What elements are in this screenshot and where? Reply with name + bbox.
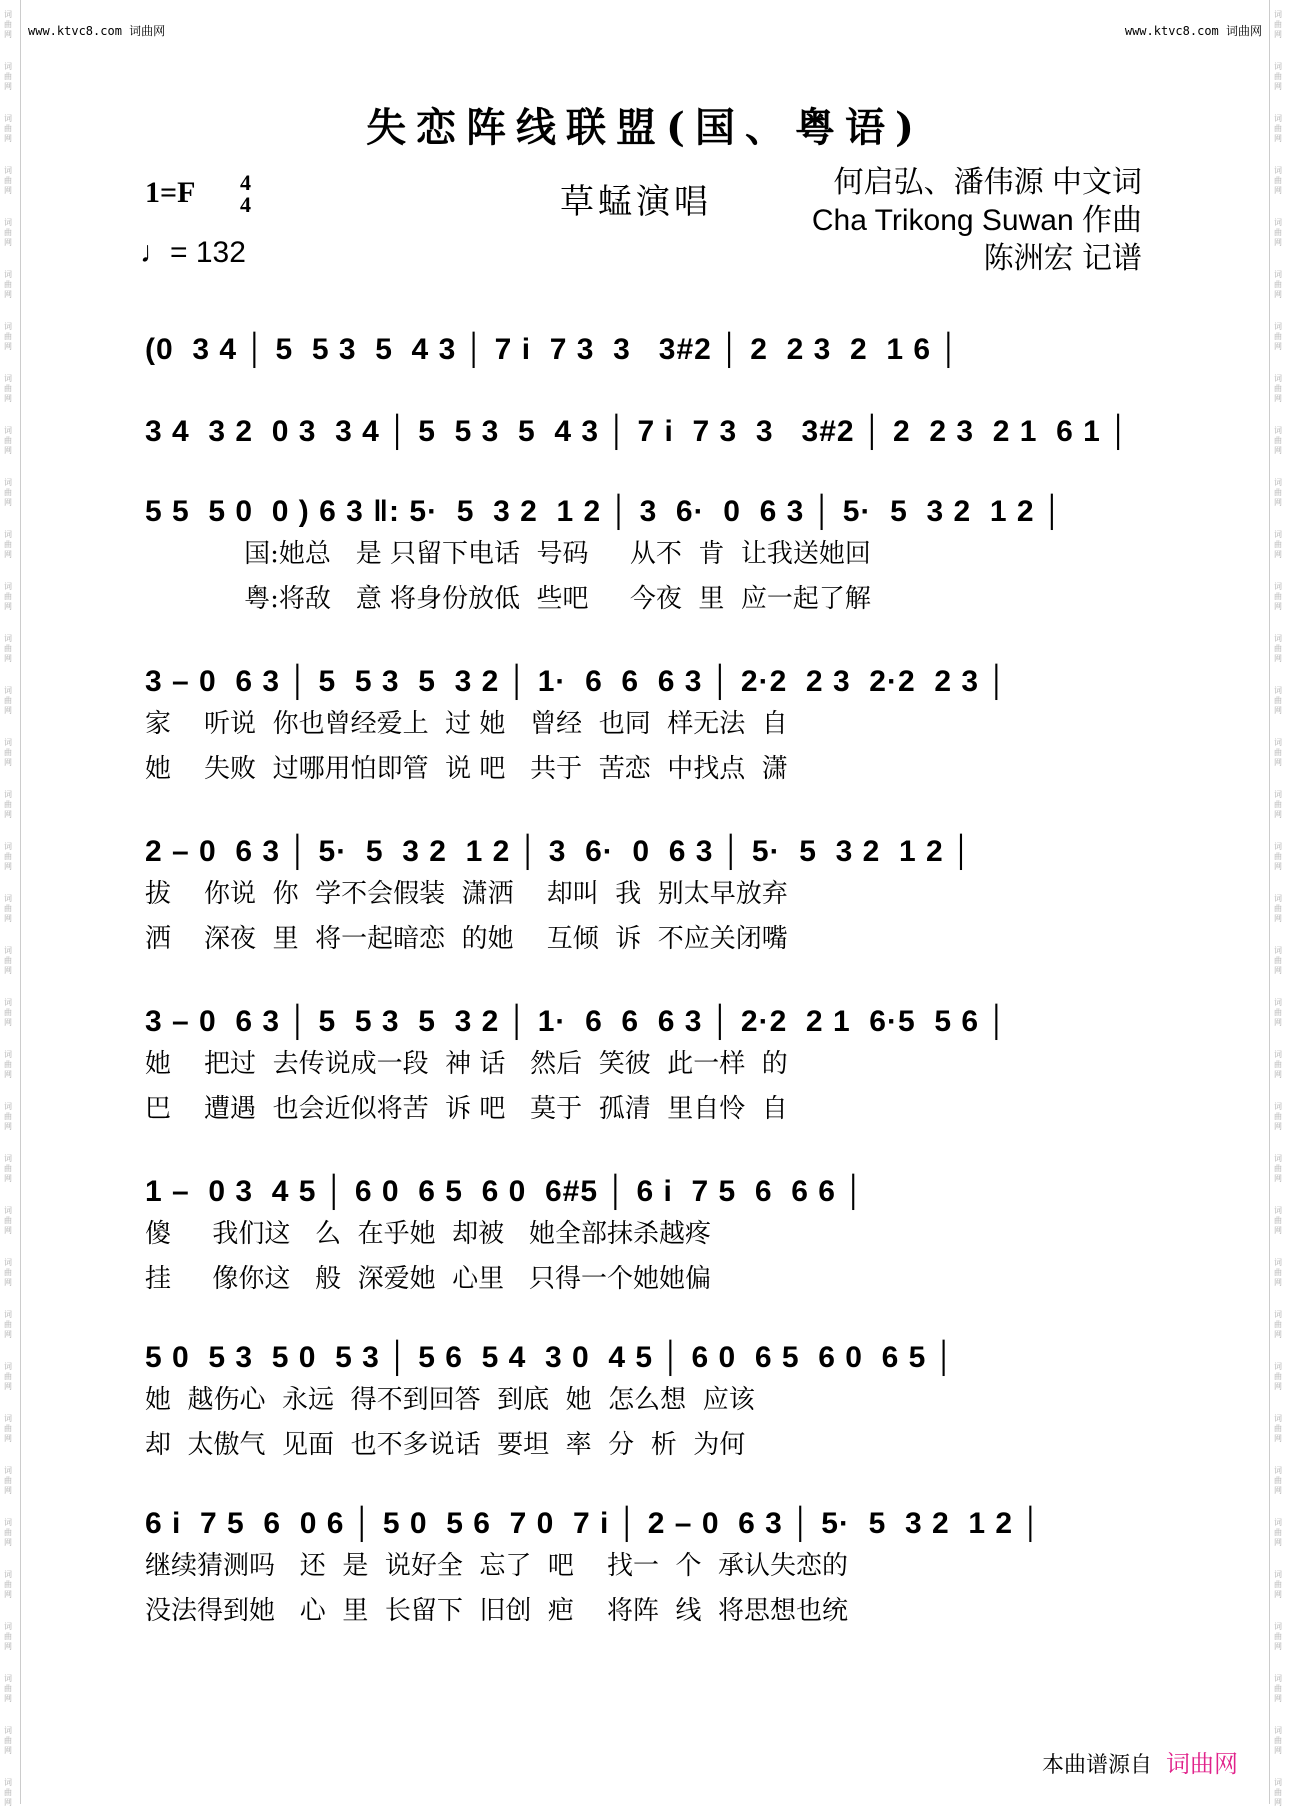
side-watermark-glyph: 曲	[4, 1008, 12, 1017]
side-watermark-glyph: 网	[1274, 1486, 1282, 1495]
notation-line: 3 – 0 6 3 │ 5 5 3 5 3 2 │ 1· 6 6 6 3 │ 2·2 2 1 6·5 5 6 │	[145, 1005, 1009, 1038]
side-watermark-glyph: 词	[4, 1674, 12, 1683]
side-watermark-glyph: 词	[1274, 582, 1282, 591]
side-watermark-glyph: 词	[4, 946, 12, 955]
side-watermark-glyph: 曲	[4, 176, 12, 185]
side-watermark-glyph: 网	[1274, 810, 1282, 819]
side-watermark-glyph: 词	[1274, 790, 1282, 799]
side-watermark-glyph: 曲	[1274, 1060, 1282, 1069]
side-watermark-glyph: 词	[4, 166, 12, 175]
side-watermark-glyph: 词	[4, 1622, 12, 1631]
side-watermark-glyph: 曲	[1274, 1632, 1282, 1641]
side-watermark-glyph: 词	[1274, 62, 1282, 71]
side-watermark-glyph: 曲	[4, 1632, 12, 1641]
notation-line: 5 0 5 3 5 0 5 3 │ 5 6 5 4 3 0 4 5 │ 6 0 6 5 6 0 6 5 │	[145, 1341, 956, 1374]
side-watermark-glyph: 网	[4, 1018, 12, 1027]
side-watermark-glyph: 词	[1274, 1154, 1282, 1163]
side-watermark-glyph: 网	[4, 1174, 12, 1183]
side-watermark-glyph: 网	[1274, 30, 1282, 39]
side-watermark-glyph: 词	[1274, 1050, 1282, 1059]
side-watermark-glyph: 网	[1274, 966, 1282, 975]
lyricist-credit: 何启弘、潘伟源 中文词	[833, 166, 1142, 199]
side-watermark-glyph: 网	[1274, 1122, 1282, 1131]
side-watermark-glyph: 曲	[1274, 332, 1282, 341]
side-watermark-glyph: 曲	[1274, 1372, 1282, 1381]
side-watermark-glyph: 曲	[1274, 436, 1282, 445]
side-watermark-glyph: 词	[1274, 218, 1282, 227]
side-watermark-glyph: 网	[4, 498, 12, 507]
side-watermark-glyph: 网	[4, 1746, 12, 1755]
side-watermark-glyph: 曲	[4, 1164, 12, 1173]
side-watermark-glyph: 曲	[1274, 1684, 1282, 1693]
side-watermark-glyph: 词	[1274, 270, 1282, 279]
side-watermark-glyph: 网	[4, 862, 12, 871]
side-watermark-glyph: 网	[1274, 1434, 1282, 1443]
singer-credit: 草蜢演唱	[560, 182, 712, 222]
side-watermark-glyph: 网	[1274, 758, 1282, 767]
side-watermark-glyph: 网	[4, 966, 12, 975]
side-watermark-glyph: 词	[4, 738, 12, 747]
side-watermark-glyph: 曲	[1274, 800, 1282, 809]
side-watermark-glyph: 曲	[4, 1684, 12, 1693]
side-watermark-glyph: 网	[4, 810, 12, 819]
side-watermark-glyph: 曲	[4, 124, 12, 133]
side-watermark-glyph: 曲	[4, 436, 12, 445]
side-watermark-glyph: 曲	[1274, 540, 1282, 549]
notation-line: 2 – 0 6 3 │ 5· 5 3 2 1 2 │ 3 6· 0 6 3 │ 5· 5 3 2 1 2 │	[145, 835, 973, 868]
key-signature: 1=F	[145, 176, 196, 209]
side-watermark-glyph: 词	[4, 1310, 12, 1319]
side-watermark-glyph: 曲	[4, 956, 12, 965]
lyrics-cantonese: 挂 像你这 般 深爱她 心里 只得一个她她偏	[145, 1264, 711, 1294]
side-watermark-glyph: 曲	[1274, 228, 1282, 237]
side-watermark-glyph: 网	[4, 1694, 12, 1703]
side-watermark-glyph: 网	[4, 186, 12, 195]
side-watermark-glyph: 曲	[4, 592, 12, 601]
side-watermark-glyph: 词	[4, 894, 12, 903]
side-watermark-glyph: 网	[4, 394, 12, 403]
source-watermark-right[interactable]: www.ktvc8.com 词曲网	[1124, 24, 1262, 38]
side-watermark-glyph: 网	[1274, 134, 1282, 143]
side-watermark-glyph: 网	[4, 550, 12, 559]
side-watermark-glyph: 词	[1274, 114, 1282, 123]
side-watermark-glyph: 网	[1274, 1174, 1282, 1183]
lyrics-mandarin: 傻 我们这 么 在乎她 却被 她全部抹杀越疼	[145, 1219, 711, 1249]
side-watermark-glyph: 词	[1274, 842, 1282, 851]
side-watermark-glyph: 曲	[4, 488, 12, 497]
side-watermark-glyph: 词	[4, 1778, 12, 1787]
side-watermark-glyph: 曲	[4, 280, 12, 289]
side-watermark-glyph: 曲	[1274, 384, 1282, 393]
side-watermark-glyph: 词	[1274, 322, 1282, 331]
lyrics-cantonese: 却 太傲气 见面 也不多说话 要坦 率 分 析 为何	[145, 1430, 746, 1460]
side-watermark-glyph: 网	[1274, 1278, 1282, 1287]
side-watermark-glyph: 曲	[4, 1320, 12, 1329]
tempo-marking: ♩= 132	[140, 236, 246, 269]
side-watermark-glyph: 词	[4, 322, 12, 331]
side-watermark-glyph: 曲	[1274, 1476, 1282, 1485]
side-watermark-glyph: 网	[4, 1070, 12, 1079]
side-watermark-glyph: 词	[4, 1258, 12, 1267]
side-watermark-glyph: 词	[4, 114, 12, 123]
side-watermark-glyph: 曲	[4, 1736, 12, 1745]
score-system-1	[145, 330, 1145, 370]
side-watermark-glyph: 曲	[4, 20, 12, 29]
side-watermark-glyph: 曲	[1274, 488, 1282, 497]
side-watermark-glyph: 词	[1274, 1102, 1282, 1111]
side-watermark-glyph: 词	[4, 1102, 12, 1111]
time-signature	[240, 172, 251, 216]
side-watermark-glyph: 词	[4, 842, 12, 851]
side-watermark-glyph: 网	[4, 706, 12, 715]
side-watermark-glyph: 网	[1274, 238, 1282, 247]
side-watermark-glyph: 曲	[1274, 176, 1282, 185]
side-watermark-glyph: 词	[1274, 738, 1282, 747]
score-system-4	[145, 662, 1145, 792]
lyrics-cantonese: 没法得到她 心 里 长留下 旧创 疤 将阵 线 将思想也统	[145, 1596, 849, 1626]
side-watermark-glyph: 词	[4, 1050, 12, 1059]
side-watermark-glyph: 曲	[4, 852, 12, 861]
lyrics-cantonese: 巴 遭遇 也会近似将苦 诉 吧 莫于 孤清 里自怜 自	[145, 1094, 788, 1124]
side-watermark-glyph: 词	[4, 1154, 12, 1163]
side-watermark-glyph: 网	[4, 1798, 12, 1807]
side-watermark-glyph: 词	[4, 10, 12, 19]
side-watermark-glyph: 网	[4, 602, 12, 611]
side-watermark-glyph: 网	[4, 1434, 12, 1443]
side-watermark-glyph: 网	[1274, 1538, 1282, 1547]
side-watermark-glyph: 曲	[4, 904, 12, 913]
side-watermark-glyph: 词	[4, 1726, 12, 1735]
side-watermark-glyph: 词	[1274, 1570, 1282, 1579]
source-watermark-left[interactable]: www.ktvc8.com 词曲网	[28, 24, 166, 38]
side-watermark-glyph: 曲	[4, 384, 12, 393]
side-watermark-glyph: 网	[1274, 914, 1282, 923]
score-system-2	[145, 412, 1145, 452]
notation-line: (0 3 4 │ 5 5 3 5 4 3 │ 7 i 7 3 3 3#2 │ 2 2 3 2 1 6 │	[145, 333, 961, 366]
side-watermark-glyph: 词	[1274, 166, 1282, 175]
side-watermark-glyph: 曲	[4, 1112, 12, 1121]
side-watermark-glyph: 网	[1274, 82, 1282, 91]
side-watermark-glyph: 词	[1274, 1726, 1282, 1735]
side-watermark-glyph: 曲	[4, 1372, 12, 1381]
score-system-7	[145, 1172, 1145, 1302]
side-watermark-glyph: 网	[4, 654, 12, 663]
side-watermark-glyph: 网	[4, 1486, 12, 1495]
side-watermark-glyph: 网	[4, 134, 12, 143]
side-watermark-glyph: 网	[4, 82, 12, 91]
side-watermark-glyph: 曲	[1274, 1320, 1282, 1329]
side-watermark-glyph: 网	[1274, 446, 1282, 455]
lyrics-cantonese: 洒 深夜 里 将一起暗恋 的她 互倾 诉 不应关闭嘴	[145, 924, 788, 954]
score-system-6	[145, 1002, 1145, 1132]
left-margin-strip	[0, 0, 21, 1807]
lyrics-mandarin: 家 听说 你也曾经爱上 过 她 曾经 也同 样无法 自	[145, 709, 788, 739]
side-watermark-glyph: 网	[1274, 706, 1282, 715]
side-watermark-glyph: 网	[1274, 498, 1282, 507]
side-watermark-glyph: 曲	[1274, 1580, 1282, 1589]
lyrics-mandarin: 国:她总 是 只留下电话 号码 从不 肯 让我送她回	[145, 539, 871, 569]
side-watermark-glyph: 词	[1274, 1674, 1282, 1683]
side-watermark-glyph: 词	[1274, 1206, 1282, 1215]
side-watermark-glyph: 网	[4, 1642, 12, 1651]
side-watermark-glyph: 曲	[1274, 1008, 1282, 1017]
side-watermark-glyph: 词	[4, 1570, 12, 1579]
side-watermark-glyph: 词	[1274, 1258, 1282, 1267]
side-watermark-glyph: 曲	[4, 332, 12, 341]
side-watermark-glyph: 曲	[1274, 748, 1282, 757]
side-watermark-glyph: 曲	[1274, 1788, 1282, 1797]
lyrics-cantonese: 她 失败 过哪用怕即管 说 吧 共于 苦恋 中找点 潇	[145, 754, 788, 784]
side-watermark-glyph: 曲	[4, 1060, 12, 1069]
side-watermark-glyph: 曲	[4, 1424, 12, 1433]
score-system-5	[145, 832, 1145, 962]
side-watermark-glyph: 词	[4, 270, 12, 279]
side-watermark-glyph: 网	[1274, 1018, 1282, 1027]
side-watermark-glyph: 词	[1274, 530, 1282, 539]
composer-credit: Cha Trikong Suwan 作曲	[811, 204, 1142, 237]
time-signature-bottom: 4	[240, 192, 251, 217]
side-watermark-glyph: 网	[1274, 1382, 1282, 1391]
side-watermark-glyph: 曲	[4, 644, 12, 653]
side-watermark-glyph: 曲	[1274, 852, 1282, 861]
side-watermark-glyph: 词	[4, 634, 12, 643]
side-watermark-glyph: 曲	[1274, 904, 1282, 913]
song-title: 失恋阵线联盟(国、粤语)	[366, 104, 924, 151]
side-watermark-glyph: 词	[1274, 10, 1282, 19]
side-watermark-glyph: 网	[4, 758, 12, 767]
notation-line: 5 5 5 0 0 ) 6 3 ‖: 5· 5 3 2 1 2 │ 3 6· 0 6 3 │ 5· 5 3 2 1 2 │	[145, 495, 1064, 528]
side-watermark-glyph: 网	[4, 1278, 12, 1287]
lyrics-mandarin: 她 把过 去传说成一段 神 话 然后 笑彼 此一样 的	[145, 1049, 788, 1079]
side-watermark-glyph: 词	[4, 478, 12, 487]
footer-text: 本曲谱源自	[1041, 1753, 1152, 1778]
side-watermark-glyph: 词	[1274, 426, 1282, 435]
score-system-8	[145, 1338, 1145, 1468]
side-watermark-glyph: 网	[4, 1382, 12, 1391]
side-watermark-glyph: 词	[1274, 1310, 1282, 1319]
lyrics-mandarin: 继续猜测吗 还 是 说好全 忘了 吧 找一 个 承认失恋的	[145, 1551, 849, 1581]
side-watermark-glyph: 词	[1274, 894, 1282, 903]
side-watermark-glyph: 网	[1274, 1226, 1282, 1235]
side-watermark-glyph: 网	[1274, 602, 1282, 611]
score-system-9	[145, 1504, 1145, 1634]
side-watermark-glyph: 曲	[1274, 1164, 1282, 1173]
side-watermark-glyph: 曲	[4, 228, 12, 237]
side-watermark-glyph: 网	[4, 446, 12, 455]
side-watermark-glyph: 网	[4, 1330, 12, 1339]
side-watermark-glyph: 词	[1274, 1518, 1282, 1527]
side-watermark-glyph: 词	[4, 1206, 12, 1215]
score-system-3	[145, 492, 1145, 622]
side-watermark-glyph: 词	[1274, 998, 1282, 1007]
footer-brand-link[interactable]: 词曲网	[1166, 1750, 1238, 1778]
side-watermark-glyph: 网	[1274, 394, 1282, 403]
notation-line: 3 4 3 2 0 3 3 4 │ 5 5 3 5 4 3 │ 7 i 7 3 3 3#2 │ 2 2 3 2 1 6 1 │	[145, 415, 1130, 448]
side-watermark-glyph: 词	[4, 998, 12, 1007]
side-watermark-glyph: 曲	[4, 800, 12, 809]
side-watermark-glyph: 网	[1274, 862, 1282, 871]
side-watermark-glyph: 词	[1274, 634, 1282, 643]
side-watermark-glyph: 网	[1274, 1694, 1282, 1703]
time-signature-top: 4	[240, 170, 251, 195]
side-watermark-glyph: 网	[1274, 342, 1282, 351]
side-watermark-glyph: 曲	[4, 540, 12, 549]
side-watermark-glyph: 曲	[1274, 1112, 1282, 1121]
side-watermark-glyph: 网	[1274, 1590, 1282, 1599]
side-watermark-glyph: 词	[4, 218, 12, 227]
side-watermark-glyph: 曲	[4, 1268, 12, 1277]
side-watermark-glyph: 曲	[4, 1476, 12, 1485]
side-watermark-glyph: 网	[4, 914, 12, 923]
side-watermark-glyph: 曲	[4, 748, 12, 757]
side-watermark-glyph: 曲	[1274, 1528, 1282, 1537]
notation-line: 3 – 0 6 3 │ 5 5 3 5 3 2 │ 1· 6 6 6 3 │ 2·2 2 3 2·2 2 3 │	[145, 665, 1009, 698]
side-watermark-glyph: 词	[1274, 1414, 1282, 1423]
side-watermark-glyph: 网	[4, 238, 12, 247]
side-watermark-glyph: 词	[1274, 478, 1282, 487]
side-watermark-glyph: 曲	[1274, 1268, 1282, 1277]
side-watermark-glyph: 词	[4, 686, 12, 695]
side-watermark-glyph: 曲	[4, 1788, 12, 1797]
notation-line: 1 – 0 3 4 5 │ 6 0 6 5 6 0 6#5 │ 6 i 7 5 6 6 6 │	[145, 1175, 866, 1208]
side-watermark-glyph: 曲	[4, 72, 12, 81]
side-watermark-glyph: 曲	[1274, 1424, 1282, 1433]
side-watermark-glyph: 曲	[1274, 124, 1282, 133]
side-watermark-glyph: 曲	[1274, 696, 1282, 705]
side-watermark-glyph: 网	[1274, 1746, 1282, 1755]
side-watermark-glyph: 词	[4, 374, 12, 383]
side-watermark-glyph: 曲	[1274, 1216, 1282, 1225]
side-watermark-glyph: 网	[1274, 654, 1282, 663]
side-watermark-glyph: 网	[1274, 1642, 1282, 1651]
side-watermark-glyph: 网	[4, 1122, 12, 1131]
side-watermark-glyph: 网	[4, 342, 12, 351]
side-watermark-glyph: 曲	[1274, 1736, 1282, 1745]
side-watermark-glyph: 曲	[4, 1580, 12, 1589]
side-watermark-glyph: 词	[4, 1362, 12, 1371]
side-watermark-glyph: 曲	[1274, 20, 1282, 29]
side-watermark-glyph: 词	[4, 1518, 12, 1527]
side-watermark-glyph: 曲	[1274, 72, 1282, 81]
side-watermark-glyph: 网	[4, 30, 12, 39]
side-watermark-glyph: 曲	[4, 696, 12, 705]
side-watermark-glyph: 曲	[1274, 956, 1282, 965]
lyrics-cantonese: 粤:将敌 意 将身份放低 些吧 今夜 里 应一起了解	[145, 584, 871, 614]
lyrics-mandarin: 拔 你说 你 学不会假装 潇洒 却叫 我 别太早放弃	[145, 879, 788, 909]
notation-line: 6 i 7 5 6 0 6 │ 5 0 5 6 7 0 7 i │ 2 – 0 6 3 │ 5· 5 3 2 1 2 │	[145, 1507, 1043, 1540]
side-watermark-glyph: 曲	[1274, 280, 1282, 289]
side-watermark-glyph: 词	[1274, 1466, 1282, 1475]
side-watermark-glyph: 网	[1274, 1070, 1282, 1079]
side-watermark-glyph: 曲	[4, 1528, 12, 1537]
side-watermark-glyph: 网	[1274, 550, 1282, 559]
side-watermark-glyph: 网	[1274, 1330, 1282, 1339]
transcriber-credit: 陈洲宏 记谱	[983, 242, 1142, 275]
credits-block	[812, 164, 1142, 278]
side-watermark-glyph: 曲	[4, 1216, 12, 1225]
side-watermark-glyph: 曲	[1274, 592, 1282, 601]
side-watermark-glyph: 曲	[1274, 644, 1282, 653]
side-watermark-glyph: 词	[4, 582, 12, 591]
side-watermark-glyph: 网	[1274, 1798, 1282, 1807]
side-watermark-glyph: 词	[4, 1414, 12, 1423]
right-margin-strip	[1269, 0, 1290, 1807]
side-watermark-glyph: 词	[1274, 1778, 1282, 1787]
side-watermark-glyph: 词	[1274, 374, 1282, 383]
source-footer	[1042, 1744, 1238, 1779]
side-watermark-glyph: 网	[1274, 186, 1282, 195]
side-watermark-glyph: 词	[4, 1466, 12, 1475]
side-watermark-glyph: 网	[4, 1538, 12, 1547]
side-watermark-glyph: 词	[4, 530, 12, 539]
side-watermark-glyph: 网	[4, 290, 12, 299]
side-watermark-glyph: 词	[1274, 946, 1282, 955]
side-watermark-glyph: 词	[1274, 686, 1282, 695]
side-watermark-glyph: 词	[4, 790, 12, 799]
side-watermark-glyph: 网	[4, 1590, 12, 1599]
side-watermark-glyph: 词	[1274, 1622, 1282, 1631]
side-watermark-glyph: 词	[4, 426, 12, 435]
side-watermark-glyph: 网	[1274, 290, 1282, 299]
lyrics-mandarin: 她 越伤心 永远 得不到回答 到底 她 怎么想 应该	[145, 1385, 755, 1415]
side-watermark-glyph: 词	[4, 62, 12, 71]
side-watermark-glyph: 词	[1274, 1362, 1282, 1371]
side-watermark-glyph: 网	[4, 1226, 12, 1235]
